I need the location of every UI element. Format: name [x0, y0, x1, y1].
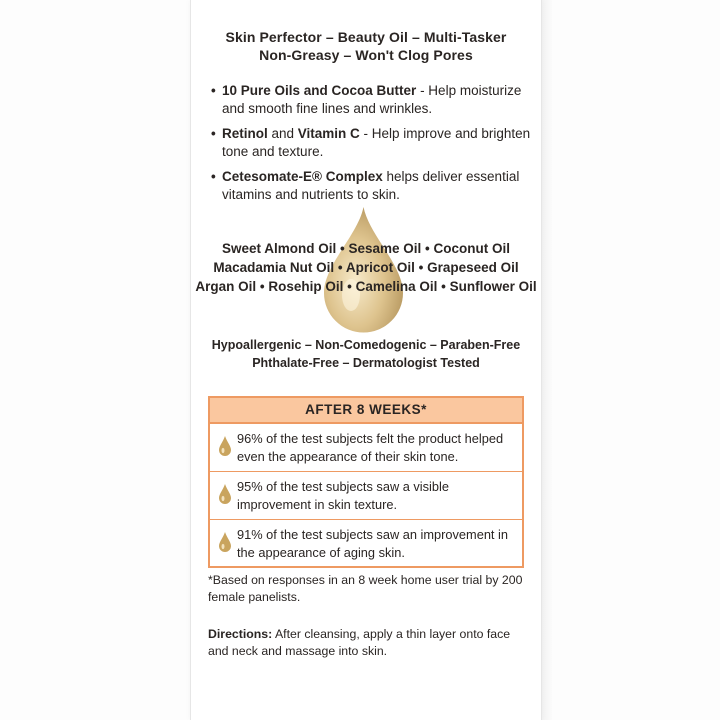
- study-footnote: *Based on responses in an 8 week home user trial by 200 female panelists.: [208, 573, 523, 604]
- benefit-list: [211, 82, 531, 211]
- directions: [208, 626, 528, 660]
- claims-list: [191, 336, 541, 372]
- result-text: 95% of the test subjects saw a visible improvement in skin texture.: [237, 479, 449, 512]
- benefit-text: helps deliver essential vitamins and nutrients to skin.: [222, 169, 520, 202]
- results-table: [208, 396, 524, 568]
- oil-line: Argan Oil • Rosehip Oil • Camelina Oil • Sunflower Oil: [195, 279, 537, 294]
- bullet-dot-icon: •: [211, 169, 216, 184]
- claims-line: Hypoallergenic – Non-Comedogenic – Paraben-Free: [211, 338, 521, 352]
- bullet-dot-icon: •: [211, 83, 216, 98]
- directions-text: After cleansing, apply a thin layer onto face and neck and massage into skin.: [208, 627, 511, 658]
- result-text: 91% of the test subjects saw an improvement in the appearance of aging skin.: [237, 527, 509, 560]
- benefit-text: - Help moisturize and smooth fine lines and wrinkles.: [222, 83, 522, 116]
- tagline-line-1: Skin Perfector – Beauty Oil – Multi-Tasker: [225, 29, 507, 45]
- benefit-highlight: Vitamin C: [297, 126, 360, 141]
- claims-line: Phthalate-Free – Dermatologist Tested: [252, 356, 480, 370]
- benefit-item-oils: [211, 82, 531, 118]
- directions-label: Directions:: [208, 627, 273, 641]
- drop-icon: [218, 531, 232, 553]
- results-header: AFTER 8 WEEKS*: [210, 398, 522, 424]
- result-row: [210, 424, 522, 472]
- bullet-dot-icon: •: [211, 126, 216, 141]
- benefit-highlight: 10 Pure Oils and Cocoa Butter: [222, 83, 417, 98]
- oil-ingredient-list: [191, 239, 541, 296]
- benefit-item-retinol: [211, 125, 531, 161]
- drop-icon: [218, 435, 232, 457]
- benefit-joiner: and: [267, 126, 298, 141]
- result-row: [210, 472, 522, 520]
- oil-line: Sweet Almond Oil • Sesame Oil • Coconut Oil: [221, 241, 510, 256]
- tagline-line-2: Non-Greasy – Won't Clog Pores: [259, 47, 473, 63]
- result-row: [210, 520, 522, 567]
- benefit-highlight: Cetesomate-E® Complex: [222, 169, 383, 184]
- benefit-text: - Help improve and brighten tone and texture.: [222, 126, 531, 159]
- result-text: 96% of the test subjects felt the product helped even the appearance of their skin tone.: [237, 431, 504, 464]
- product-box-panel: [190, 0, 542, 720]
- drop-icon: [218, 483, 232, 505]
- benefit-item-complex: [211, 168, 531, 204]
- oil-line: Macadamia Nut Oil • Apricot Oil • Grapeseed Oil: [213, 260, 519, 275]
- benefit-highlight: Retinol: [222, 126, 268, 141]
